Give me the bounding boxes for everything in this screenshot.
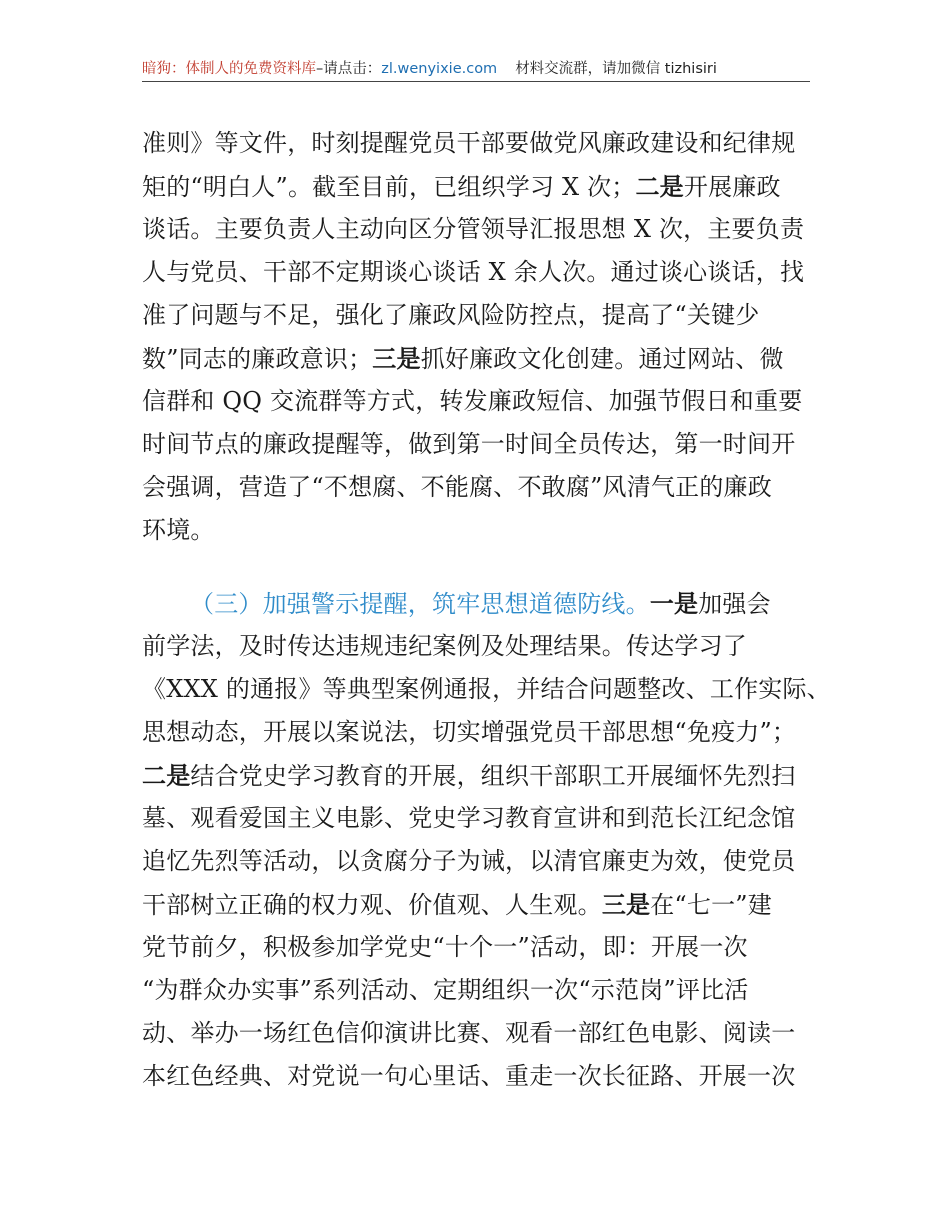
emphasis-label: 二是 bbox=[142, 761, 191, 790]
text-line bbox=[142, 582, 814, 625]
text-line: “为群众办实事”系列活动、定期组织一次“示范岗”评比活 bbox=[142, 976, 749, 1004]
text-span: 数”同志的廉政意识； bbox=[142, 345, 373, 373]
text-line: 思想动态，开展以案说法，切实增强党员干部思想“免疫力”； bbox=[142, 718, 797, 746]
paragraph-2 bbox=[142, 582, 831, 1098]
text-line: 党节前夕，积极参加学党史“十个一”活动，即：开展一次 bbox=[142, 933, 748, 961]
header-link[interactable]: zl.wenyixie.com bbox=[381, 61, 498, 77]
header-separator: –请点击： bbox=[316, 61, 382, 77]
text-line: 墓、观看爱国主义电影、党史学习教育宣讲和到范长江纪念馆 bbox=[142, 804, 796, 832]
text-span: 开展廉政 bbox=[683, 173, 781, 201]
text-span: 干部树立正确的权力观、价值观、人生观。 bbox=[142, 891, 602, 919]
text-span: 矩的“明白人”。截至目前，已组织学习 X 次； bbox=[142, 173, 636, 201]
emphasis-label: 三是 bbox=[372, 344, 421, 373]
emphasis-label: 二是 bbox=[635, 172, 684, 201]
emphasis-label: 三是 bbox=[601, 890, 651, 919]
text-span: 加强会 bbox=[698, 590, 771, 618]
text-line: 前学法，及时传达违规违纪案例及处理结果。传达学习了 bbox=[142, 632, 747, 660]
text-line: 谈话。主要负责人主动向区分管领导汇报思想 X 次，主要负责 bbox=[142, 215, 805, 243]
text-span: 结合党史学习教育的开展，组织干部职工开展缅怀先烈扫 bbox=[190, 762, 796, 790]
text-line: 准了问题与不足，强化了廉政风险防控点，提高了“关键少 bbox=[142, 301, 760, 329]
text-line bbox=[142, 883, 814, 926]
text-line: 追忆先烈等活动，以贪腐分子为诫，以清官廉吏为效，使党员 bbox=[142, 847, 796, 875]
text-line bbox=[142, 754, 814, 797]
header-divider bbox=[142, 81, 810, 82]
text-line: 环境。 bbox=[142, 516, 215, 544]
text-span: 在“七一”建 bbox=[650, 891, 772, 919]
emphasis-label: 一是 bbox=[649, 589, 699, 618]
text-line bbox=[142, 337, 814, 380]
header-group-note: 材料交流群，请加微信 tizhisiri bbox=[515, 61, 717, 77]
text-line: 时间节点的廉政提醒等，做到第一时间全员传达，第一时间开 bbox=[142, 430, 796, 458]
text-line: 信群和 QQ 交流群等方式，转发廉政短信、加强节假日和重要 bbox=[142, 387, 803, 415]
section-heading: （三）加强警示提醒，筑牢思想道德防线。 bbox=[190, 590, 650, 618]
text-line bbox=[142, 165, 814, 208]
text-line: 本红色经典、对党说一句心里话、重走一次长征路、开展一次 bbox=[142, 1062, 796, 1090]
text-line: 准则》等文件，时刻提醒党员干部要做党风廉政建设和纪律规 bbox=[142, 129, 796, 157]
text-line: 人与党员、干部不定期谈心谈话 X 余人次。通过谈心谈话，找 bbox=[142, 258, 805, 286]
header-brand: 暗狗：体制人的免费资料库 bbox=[142, 61, 316, 77]
paragraph-gap bbox=[142, 552, 814, 582]
text-line: 《XXX 的通报》等典型案例通报，并结合问题整改、工作实际、 bbox=[142, 675, 831, 703]
text-line: 动、举办一场红色信仰演讲比赛、观看一部红色电影、阅读一 bbox=[142, 1019, 796, 1047]
paragraph-1 bbox=[142, 122, 814, 552]
text-line: 会强调，营造了“不想腐、不能腐、不敢腐”风清气正的廉政 bbox=[142, 473, 772, 501]
text-span: 抓好廉政文化创建。通过网站、微 bbox=[420, 345, 784, 373]
document-body bbox=[142, 122, 831, 1098]
page-header bbox=[142, 58, 810, 80]
